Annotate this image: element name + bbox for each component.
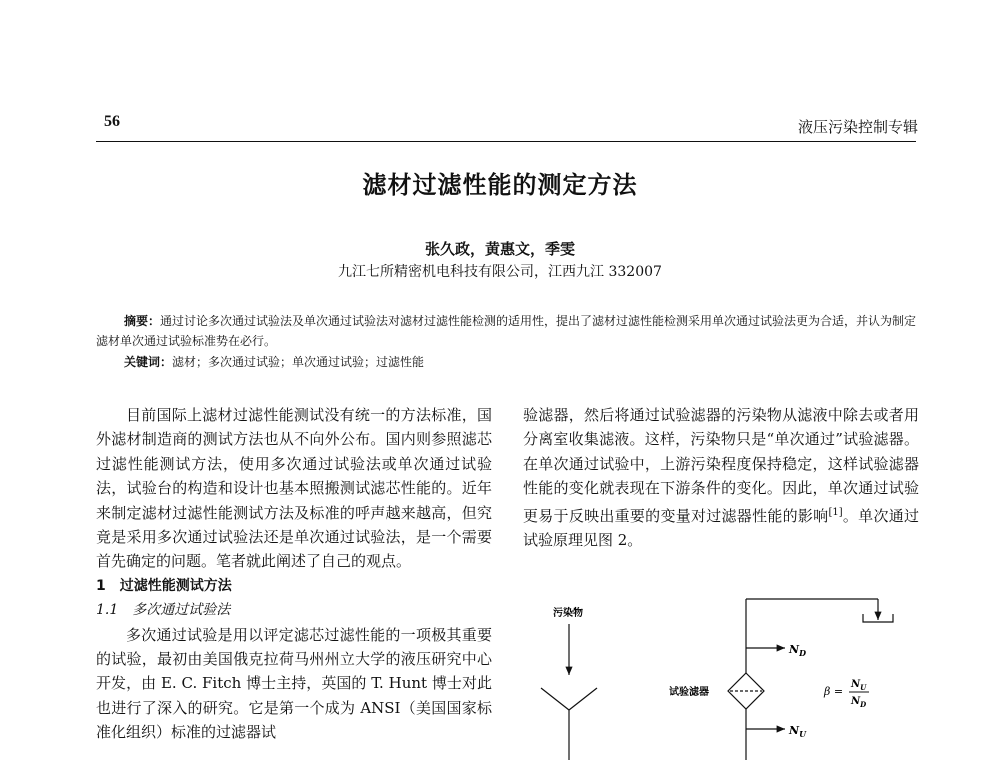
keywords-text: 滤材；多次通过试验；单次通过试验；过滤性能 — [172, 355, 425, 369]
nd-label: $N_D$ — [789, 643, 806, 658]
beta-denominator: $N_D$ — [851, 696, 867, 709]
abstract-label: 摘要： — [124, 314, 161, 328]
page-number: 56 — [104, 113, 120, 130]
nu-label: $N_U$ — [789, 724, 807, 739]
body-column-right — [523, 403, 919, 552]
singlepass-text-end: 。单次通过试验原理见图 2。 — [523, 506, 919, 550]
singlepass-paragraph — [523, 403, 919, 552]
keywords-label: 关键词： — [124, 355, 173, 369]
journal-name: 液压污染控制专辑 — [797, 118, 918, 136]
body-column-left — [96, 403, 492, 745]
beta-symbol: β = — [824, 685, 844, 698]
affiliation: 九江七所精密机电科技有限公司，江西九江 332007 — [338, 264, 662, 280]
beta-numerator: $N_U$ — [851, 679, 867, 692]
singlepass-text: 验滤器，然后将通过试验滤器的污染物从滤液中除去或者用分离室收集滤液。这样，污染物只是“单次通过”试验滤器。在单次通过试验中，上游污染程度保持稳定，这样试验滤器性能的变化就表现在下游条件的变化。因此，单次通过试验更易于反映出重要的变量对过滤器性能的影响 — [523, 406, 919, 525]
subsection-heading: 1.1 多次通过试验法 — [96, 602, 231, 619]
funnel-left — [541, 688, 569, 710]
authors: 张久政，黄惠文，季雯 — [424, 240, 575, 258]
keywords — [124, 353, 424, 370]
filter-label: 试验滤器 — [669, 687, 709, 698]
abstract — [96, 311, 920, 351]
funnel-right — [569, 688, 597, 710]
abstract-text: 通过讨论多次通过试验法及单次通过试验法对滤材过滤性能检测的适用性，提出了滤材过滤性能检测采用单次通过试验法更为合适，并认为制定滤材单次通过试验标准势在必行。 — [96, 314, 917, 348]
single-pass-diagram — [523, 596, 923, 760]
intro-paragraph: 目前国际上滤材过滤性能测试没有统一的方法标准，国外滤材制造商的测试方法也从不向外公布。国内则参照滤芯过滤性能测试方法，使用多次通过试验法或单次通过试验法，试验台的构造和设计也基本照搬测试滤芯性能的。近年来制定滤材过滤性能测试方法及标准的呼声越来越高，但究竟是采用多次通过试验法还是单次通过试验法，是一个需要首先确定的问题。笔者就此阐述了自己的观点。 — [96, 406, 492, 571]
section-heading: 1 过滤性能测试方法 — [96, 577, 232, 594]
article-title: 滤材过滤性能的测定方法 — [362, 171, 638, 199]
header-rule — [96, 141, 916, 142]
contaminant-label: 污染物 — [553, 608, 583, 619]
multipass-paragraph: 多次通过试验是用以评定滤芯过滤性能的一项极其重要的试验，最初由美国俄克拉荷马州州立大学的液压研究中心开发，由 E. C. Fitch 博士主持，英国的 T. Hunt 博士对此也进行了深入的研究。它是第一个成为 ANSI（美国国家标准化组织）标准的过滤器试 — [96, 625, 492, 742]
citation: [1] — [828, 506, 843, 518]
